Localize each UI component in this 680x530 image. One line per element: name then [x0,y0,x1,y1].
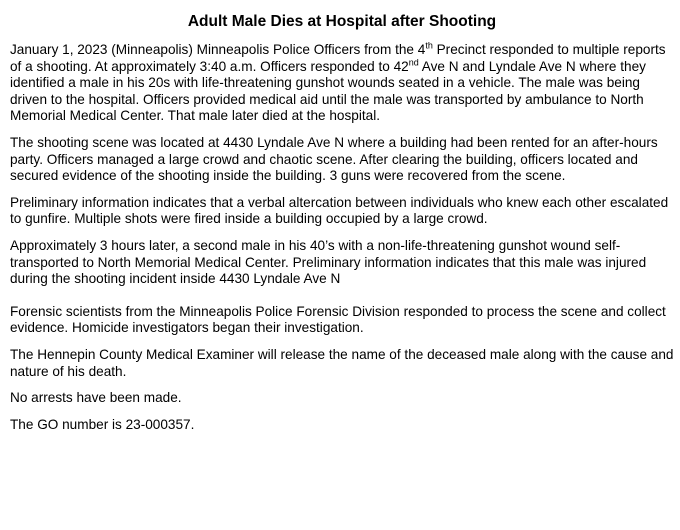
page-title: Adult Male Dies at Hospital after Shooting [187,13,497,30]
ordinal-suffix: nd [408,57,419,68]
paragraph-text: Precinct responded to multiple reports of a shooting. At approximately 3:40 a.m. Officers responded to 42 [10,42,666,74]
paragraph-shooting-scene: The shooting scene was located at 4430 Lyndale Ave N where a building had been rented for an after-hours party. Officers managed a large crowd and chaotic scene. After clearing the building, officers located and secured evidence of the shooting inside the building. 3 guns were recovered from the scene. [10,134,658,184]
paragraph-second-victim: Approximately 3 hours later, a second male in his 40’s with a non-life-threatening gunshot wound self-transported to North Memorial Medical Center. Preliminary information indicates that this male was injured during the shooting incident inside 4430 Lyndale Ave N [10,237,647,287]
paragraph-arrests: No arrests have been made. [10,390,182,406]
paragraph-forensics: Forensic scientists from the Minneapolis Police Forensic Division responded to process the scene and collect evidence. Homicide investigators began their investigation. [10,303,666,336]
paragraph-incident-summary [10,42,674,125]
press-release [10,12,674,443]
paragraph-medical-examiner: The Hennepin County Medical Examiner will release the name of the deceased male along with the cause and nature of his death. [10,346,674,379]
paragraph-go-number: The GO number is 23-000357. [10,416,195,432]
ordinal-suffix: th [425,40,433,51]
paragraph-text: Ave N and Lyndale Ave N where they identified a male in his 20s with life-threatening gunshot wounds seated in a vehicle. The male was being driven to the hospital. Officers provided medical aid until the male was transported by ambulance to North Memorial Medical Center. That male later died at the hospital. [10,58,646,124]
paragraph-preliminary-info: Preliminary information indicates that a verbal altercation between individuals who knew each other escalated to gunfire. Multiple shots were fired inside a building occupied by a large crowd. [10,194,669,227]
paragraph-text: January 1, 2023 (Minneapolis) Minneapolis Police Officers from the 4 [10,42,426,57]
